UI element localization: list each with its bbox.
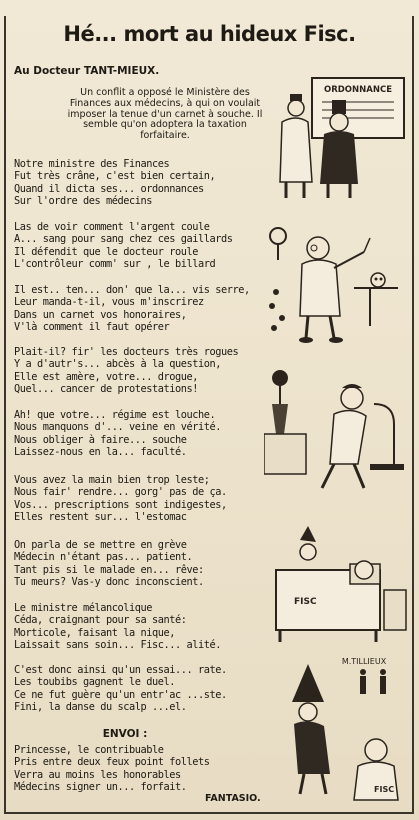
fisc-small-label: FISC	[374, 785, 395, 794]
illustration-sick-fisc-bed	[270, 520, 410, 650]
stanza-4: Plait-il? fir' les docteurs très rogues Y a d'autr's... abcès à la question, Elle est amère, votre... drogue, Quel... cancer de protestations!	[14, 346, 239, 396]
stanza-2: Las de voir comment l'argent coule A... sang pour sang chez ces gaillards Il défendit que le docteur roule L'contrôleur comm' sur , le billard	[14, 221, 233, 271]
illustration-doctor-skull	[266, 226, 406, 351]
fisc-bed-label: FISC	[294, 597, 317, 607]
stanza-5: Ah! que votre... régime est louche. Nous manquons d'... veine en vérité. Nous obliger à faire... souche Laissez-nous en la... faculté.	[14, 409, 221, 459]
cartoonist-signature: M.TILLIEUX	[341, 657, 387, 666]
envoi-stanza: Princesse, le contribuable Pris entre deux feux point follets Verra au moins les honorables Médecins signer un... forfait.	[14, 744, 210, 794]
stanza-7: On parla de se mettre en grève Médecin n'étant pas... patient. Tant pis si le malade en... rêve: Tu meurs? Vas-y donc inconscient.	[14, 539, 204, 589]
dedication: Au Docteur TANT-MIEUX.	[14, 65, 160, 77]
author-signature: FANTASIO.	[205, 793, 261, 804]
stanza-6: Vous avez la main bien trop leste; Nous fair' rendre... gorg' pas de ça. Vos... prescriptions sont indigestes, Elles restent sur... l'estomac	[14, 474, 227, 524]
illustration-doctor-minister	[272, 72, 412, 207]
stanza-3: Il est.. ten... don' que la... vis serre, Leur manda-t-il, vous m'inscrirez Dans un carnet vos honoraires, V'là comment il faut opérer	[14, 284, 250, 334]
illustration-doctor-desk	[264, 364, 409, 504]
intro-paragraph: Un conflit a opposé le Ministère des Finances aux médecins, à qui on voulait imposer la tenue d'un carnet à souche. Il semble qu'on adoptera la taxation forfaitaire.	[67, 87, 263, 142]
envoi-heading: ENVOI :	[102, 728, 148, 740]
stanza-8: Le ministre mélancolique Céda, craignant pour sa santé: Morticole, faisant la nique, Laissait sans soin... Fisc... alité.	[14, 602, 221, 652]
stanza-1: Notre ministre des Finances Fut très crâne, c'est bien certain, Quand il dicta ses... ordonnances Sur l'ordre des médecins	[14, 158, 216, 208]
ordonnance-sign-text: ORDONNANCE	[323, 85, 393, 95]
stanza-9: C'est donc ainsi qu'un essai... rate. Les toubibs gagnent le duel. Ce ne fut guère qu'un entr'ac ...ste. Fini, la danse du scalp ...el.	[14, 664, 227, 714]
article-title: Hé... mort au hideux Fisc.	[63, 22, 356, 46]
illustration-wizard-fisc	[268, 654, 413, 804]
